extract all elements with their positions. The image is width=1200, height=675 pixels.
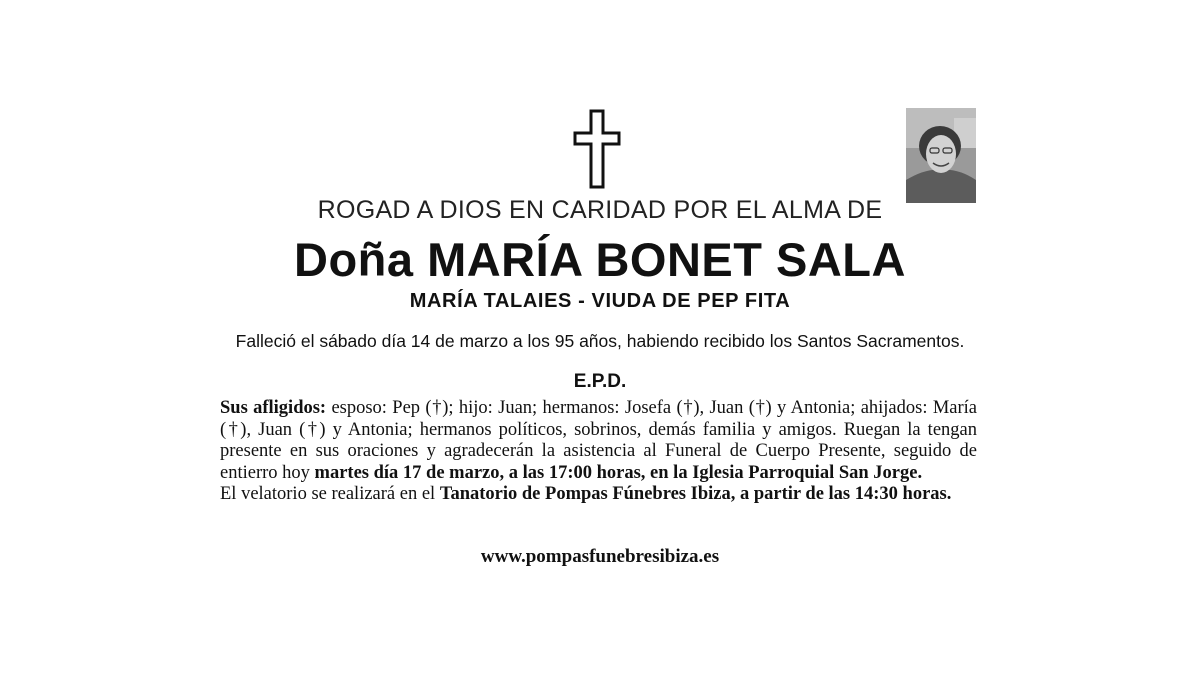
cross-icon: [573, 109, 621, 189]
notice-body: [220, 398, 977, 506]
mourners-label: Sus afligidos:: [220, 398, 327, 418]
wake-details: Tanatorio de Pompas Fúnebres Ibiza, a partir de las 14:30 horas.: [439, 484, 952, 504]
invocation-heading: ROGAD A DIOS EN CARIDAD POR EL ALMA DE: [317, 196, 883, 224]
portrait-photo: [906, 108, 976, 203]
mourners-text: esposo: Pep (†); hijo: Juan; hermanos: Josefa (†), Juan (†) y Antonia; ahijados: María (†), Juan (†) y Antonia; hermanos políticos, sobrinos, demás familia y amigos. Ruegan la tengan presente en sus oraciones y agradecerán la asistencia al Funeral de Cuerpo Presente, seguido de entierro hoy: [220, 398, 977, 483]
wake-prefix: El velatorio se realizará en el: [220, 484, 440, 504]
deceased-name: Doña MARÍA BONET SALA: [294, 233, 906, 286]
epd-label: E.P.D.: [573, 371, 627, 392]
deceased-alias: MARÍA TALAIES - VIUDA DE PEP FITA: [409, 290, 791, 312]
website-link[interactable]: www.pompasfunebresibiza.es: [480, 546, 720, 567]
death-notice: Falleció el sábado día 14 de marzo a los 95 años, habiendo recibido los Santos Sacramentos.: [235, 331, 965, 351]
funeral-details: martes día 17 de marzo, a las 17:00 horas, en la Iglesia Parroquial San Jorge.: [314, 462, 923, 483]
